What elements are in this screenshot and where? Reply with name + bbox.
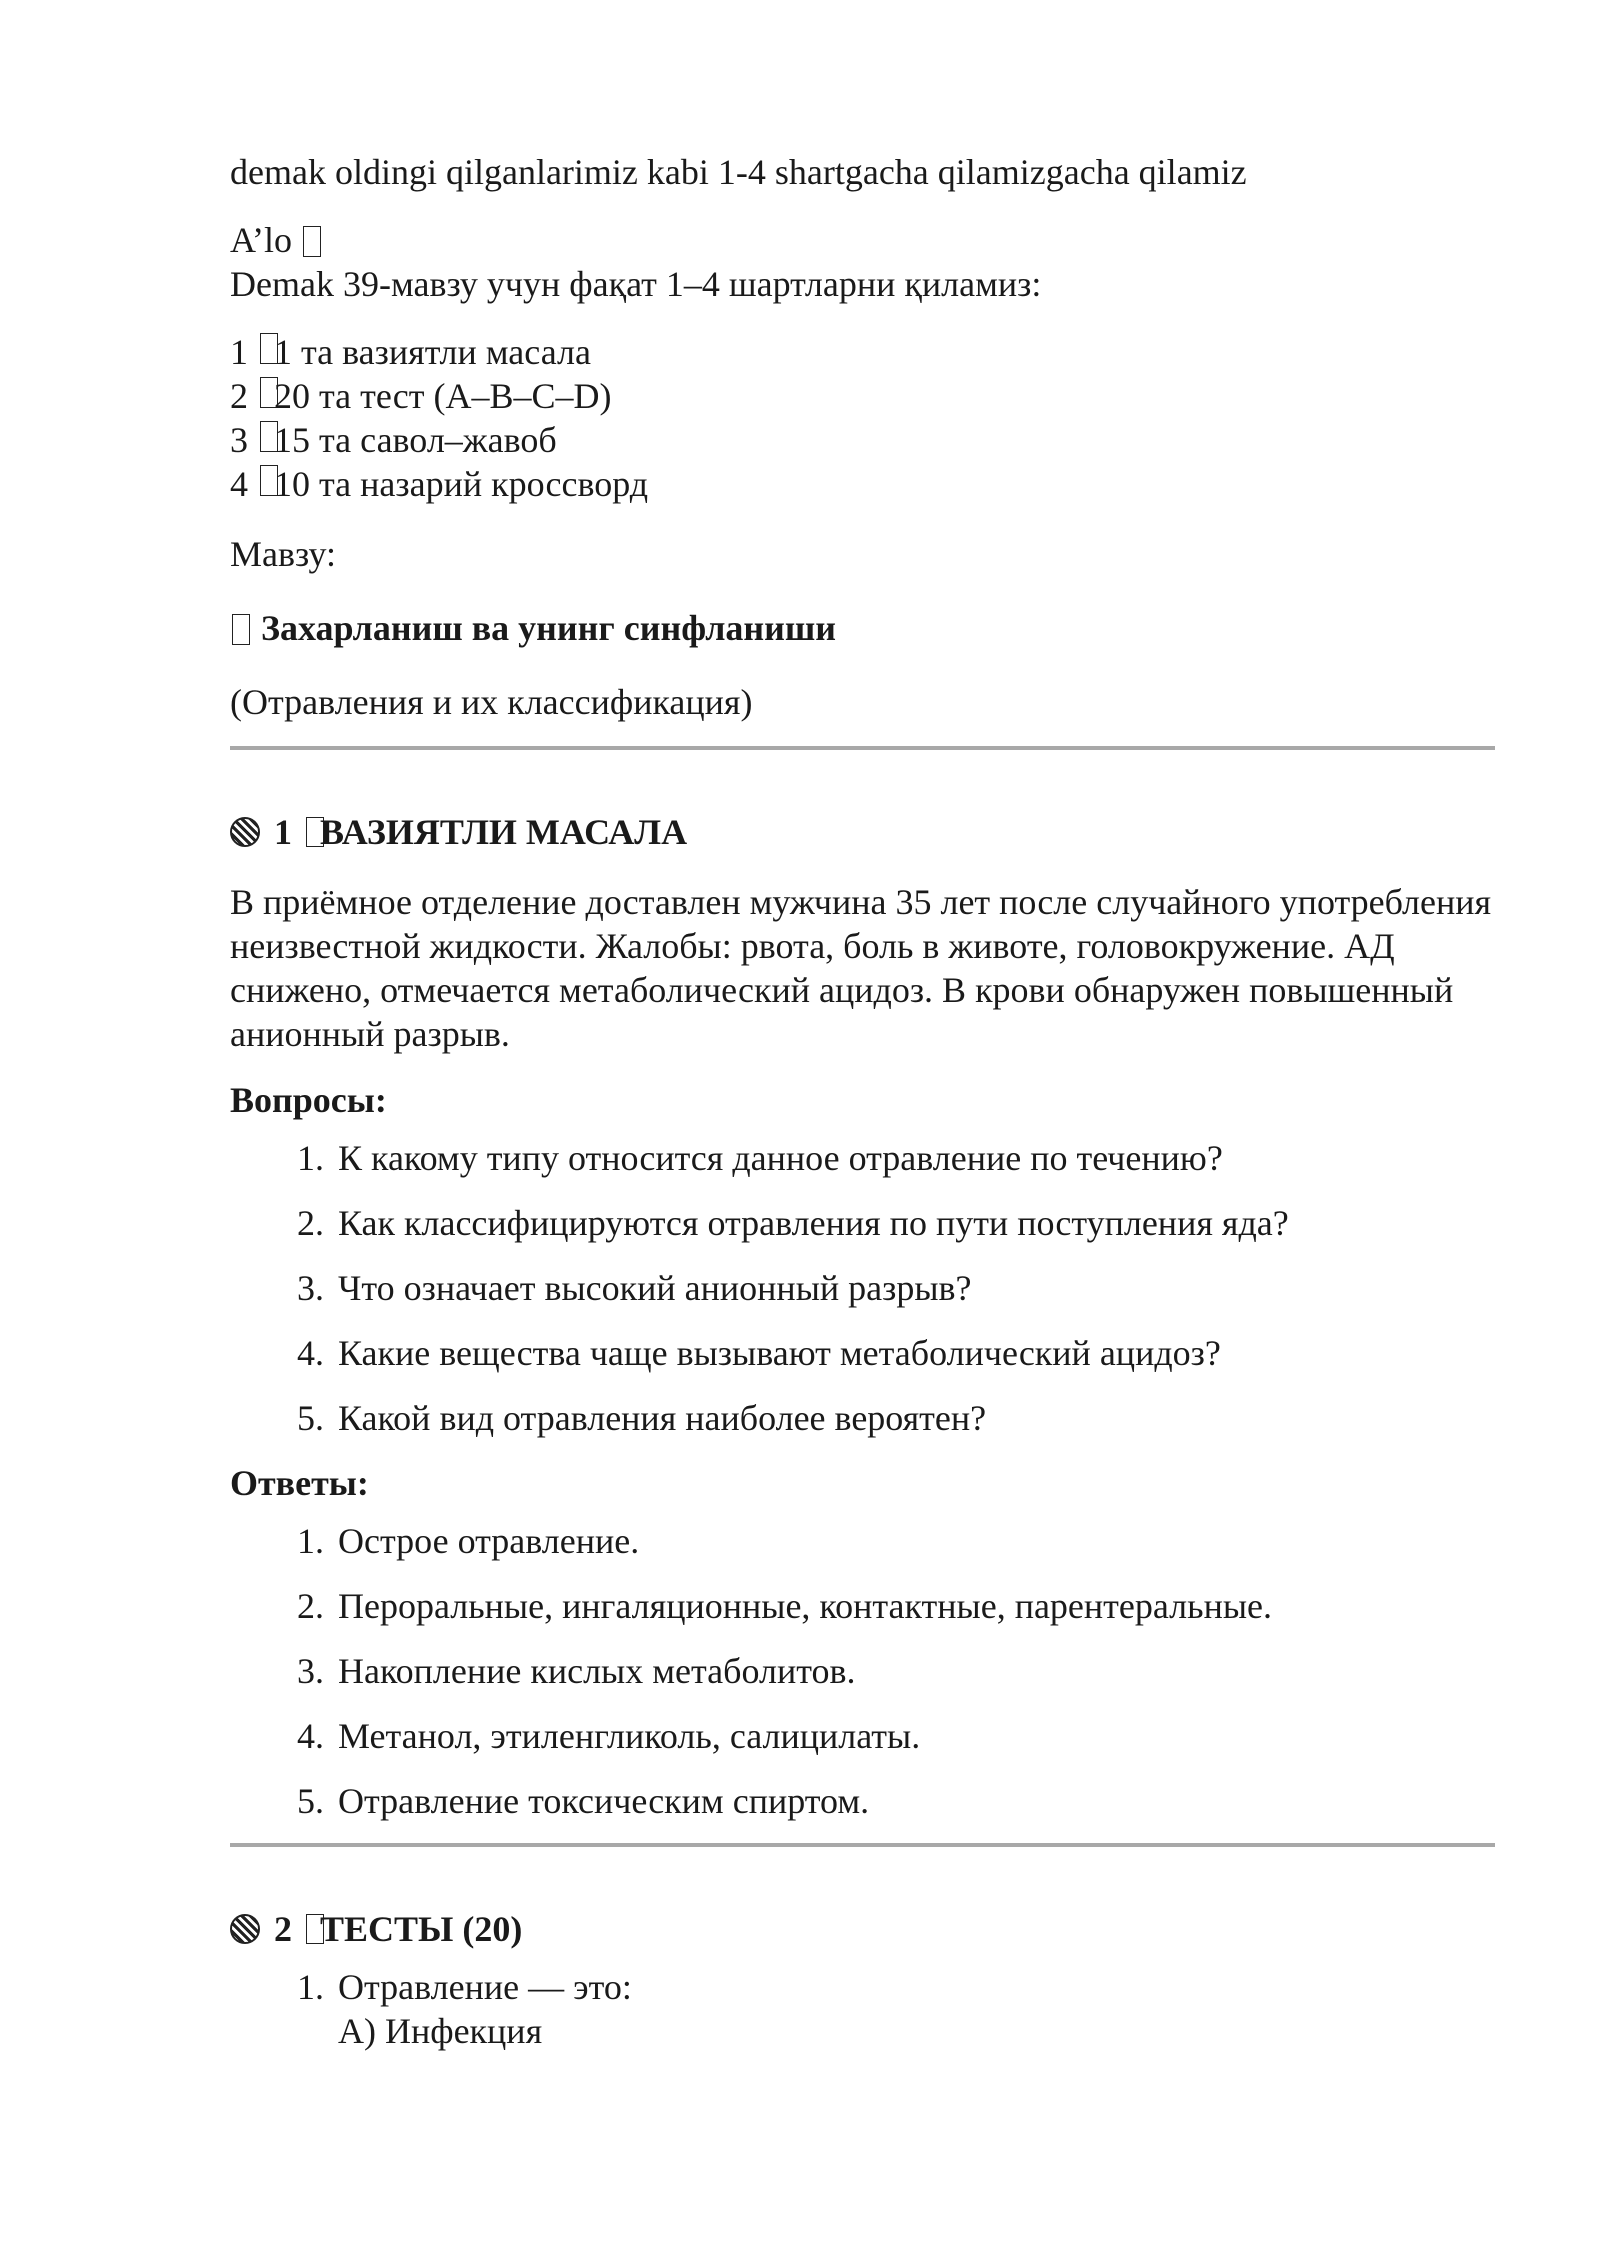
answer-text: Накопление кислых метаболитов. [338, 1651, 856, 1691]
question-number: 5. [297, 1398, 324, 1438]
question-item [230, 1136, 1495, 1180]
test-item [230, 1965, 1495, 2053]
section-divider [230, 746, 1495, 750]
test-option: A) Инфекция [338, 2011, 543, 2051]
questions-list [230, 1136, 1495, 1440]
condition-text: 15 та савол–жавоб [274, 420, 557, 460]
conditions-list [230, 330, 1495, 506]
answer-number: 2. [297, 1586, 324, 1626]
question-text: Какой вид отравления наиболее вероятен? [338, 1398, 987, 1438]
answer-item [230, 1519, 1495, 1563]
section2-number: 2 [274, 1909, 292, 1949]
condition-number: 3 [230, 420, 248, 460]
section1-heading [230, 810, 1495, 854]
question-number: 1. [297, 1138, 324, 1178]
question-number: 2. [297, 1203, 324, 1243]
question-item [230, 1266, 1495, 1310]
answers-list [230, 1519, 1495, 1823]
topic-label: Мавзу: [230, 534, 336, 574]
condition-number: 2 [230, 376, 248, 416]
answer-text: Метанол, этиленгликоль, салицилаты. [338, 1716, 921, 1756]
intro-instruction: Demak 39-мавзу учун фақат 1–4 шартларни қиламиз: [230, 264, 1042, 304]
section-divider [230, 1843, 1495, 1847]
answer-text: Отравление токсическим спиртом. [338, 1781, 870, 1821]
case-text: В приёмное отделение доставлен мужчина 35 лет после случайного употребления неизвестной жидкости. Жалобы: рвота, боль в животе, головокружение. АД снижено, отмечается метаболический ацидоз. В крови обнаружен повышенный анионный разрыв. [230, 882, 1492, 1054]
question-item [230, 1396, 1495, 1440]
question-text: К какому типу относится данное отравление по течению? [338, 1138, 1223, 1178]
section2-heading [230, 1907, 1495, 1951]
test-question: Отравление — это: [338, 1967, 632, 2007]
topic-title-text: Захарланиш ва унинг синфланиши [261, 608, 837, 648]
question-text: Какие вещества чаще вызывают метаболический ацидоз? [338, 1333, 1221, 1373]
answer-text: Острое отравление. [338, 1521, 640, 1561]
test-number: 1. [297, 1967, 324, 2007]
condition-item [230, 462, 1495, 506]
questions-label: Вопросы: [230, 1080, 387, 1120]
question-item [230, 1331, 1495, 1375]
missing-glyph-icon [232, 614, 250, 645]
topic-subtitle: (Отравления и их классификация) [230, 682, 753, 722]
question-item [230, 1201, 1495, 1245]
test-body [338, 1965, 632, 2053]
question-number: 4. [297, 1333, 324, 1373]
intro-greeting [230, 218, 1495, 262]
section1-number: 1 [274, 812, 292, 852]
tests-list [230, 1965, 1495, 2053]
condition-text: 10 та назарий кроссворд [274, 464, 649, 504]
topic-title [230, 606, 1495, 650]
intro-line: demak oldingi qilganlarimiz kabi 1-4 shartgacha qilamizgacha qilamiz [230, 152, 1247, 192]
hatched-disc-icon [230, 817, 260, 847]
question-number: 3. [297, 1268, 324, 1308]
answer-item [230, 1779, 1495, 1823]
condition-text: 1 та вазиятли масала [274, 332, 591, 372]
condition-text: 20 та тест (A–B–C–D) [274, 376, 612, 416]
condition-number: 4 [230, 464, 248, 504]
condition-item [230, 374, 1495, 418]
answer-item [230, 1649, 1495, 1693]
missing-glyph-icon [303, 226, 321, 257]
answers-label: Ответы: [230, 1463, 369, 1503]
answer-number: 5. [297, 1781, 324, 1821]
question-text: Как классифицируются отравления по пути поступления яда? [338, 1203, 1289, 1243]
answer-number: 3. [297, 1651, 324, 1691]
answer-number: 4. [297, 1716, 324, 1756]
answer-text: Пероральные, ингаляционные, контактные, парентеральные. [338, 1586, 1272, 1626]
condition-item [230, 330, 1495, 374]
condition-item [230, 418, 1495, 462]
hatched-disc-icon [230, 1914, 260, 1944]
greeting-text: A’lo [230, 220, 292, 260]
answer-item [230, 1714, 1495, 1758]
document-content [230, 150, 1495, 2053]
section1-title: ВАЗИЯТЛИ МАСАЛА [320, 812, 688, 852]
section2-title: ТЕСТЫ (20) [320, 1909, 523, 1949]
question-text: Что означает высокий анионный разрыв? [338, 1268, 972, 1308]
condition-number: 1 [230, 332, 248, 372]
answer-item [230, 1584, 1495, 1628]
answer-number: 1. [297, 1521, 324, 1561]
